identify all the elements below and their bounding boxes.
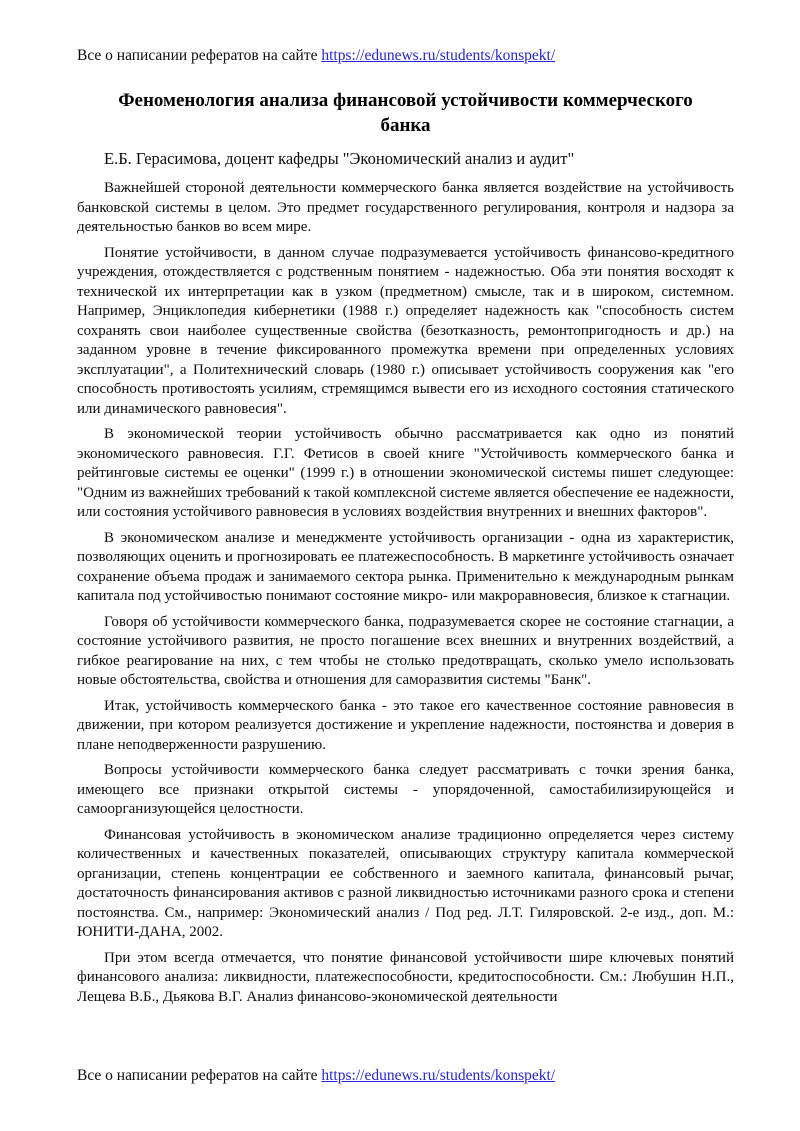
paragraph: Важнейшей стороной деятельности коммерческого банка является воздействие на устойчивость банковской системы в целом. Это предмет государственного регулирования, контроля и надзора за деятельностью банков во всем мире. — [77, 180, 734, 235]
page-title: Феноменология анализа финансовой устойчивости коммерческого банка — [118, 90, 693, 136]
paragraph: Итак, устойчивость коммерческого банка - это такое его качественное состояние равновесия в движении, при котором реализуется достижение и укрепление надежности, постоянства и доверия в плане неподверженности разрушению. — [77, 697, 734, 753]
footer-note — [0, 1066, 800, 1131]
header-note-link[interactable]: https://edunews.ru/students/konspekt/ — [321, 47, 556, 64]
footer-note-link[interactable]: https://edunews.ru/students/konspekt/ — [321, 1067, 556, 1084]
paragraph: Финансовая устойчивость в экономическом анализе традиционно определяется через систему количественных и качественных показателей, описывающих структуру капитала коммерческой организации, степень концентрации ее собственного и заемного капитала, финансовый рычаг, достаточность финансирования активов с разной ликвидностью источниками разного срока и степени постоянства. См., например: Экономический анализ / Под ред. Л.Т. Гиляровской. 2-е изд., доп. М.: ЮНИТИ-ДАНА, 2002. — [77, 826, 734, 940]
header-note — [77, 46, 734, 66]
article-body — [77, 84, 734, 1062]
footer-note-text: Все о написании рефератов на сайте — [77, 1067, 322, 1084]
paragraph: Говоря об устойчивости коммерческого банка, подразумевается скорее не состояние стагнации, а состояние устойчивого развития, не просто погашение всех внешних и внутренних воздействий, а гибкое реагирование на них, с тем чтобы не столько предотвращать, сколько умело использовать новые обстоятельства, свойства и отношения для саморазвития системы "Банк". — [77, 613, 734, 688]
paragraph: В экономическом анализе и менеджменте устойчивость организации - одна из характеристик, позволяющих оценить и прогнозировать ее платежеспособность. В маркетинге устойчивость означает сохранение объема продаж и занимаемого сектора рынка. Применительно к международным рынкам капитала под устойчивостью понимают состояние микро- или макроравновесия, близкое к стагнации. — [77, 529, 734, 604]
header-note-text: Все о написании рефератов на сайте — [77, 47, 322, 64]
paragraph: В экономической теории устойчивость обычно рассматривается как одно из понятий экономического равновесия. Г.Г. Фетисов в своей книге "Устойчивость коммерческого банка и рейтинговые системы ее оценки" (1999 г.) в отношении экономической системы пишет следующее: "Одним из важнейших требований к такой комплексной системе является обеспечение ее надежности, или состояния устойчивого равновесия в условиях воздействия внутренних и внешних факторов". — [77, 426, 734, 520]
paragraph: Понятие устойчивости, в данном случае подразумевается устойчивость финансово-кредитного учреждения, отождествляется с родственным понятием - надежностью. Оба эти понятия восходят к технической их интерпретации как в узком (предметном) смысле, так и в широком, системном. Например, Энциклопедия кибернетики (1988 г.) определяет надежность как "способность систем сохранять свои наиболее существенные свойства (безотказность, ремонтопригодность и др.) на заданном уровне в течение фиксированного промежутка времени при определенных условиях эксплуатации", а Политехнический словарь (1980 г.) описывает устойчивость сооружения как "его способность противостоять усилиям, стремящимся вывести его из исходного состояния статического или динамического равновесия". — [77, 244, 734, 417]
paragraph: При этом всегда отмечается, что понятие финансовой устойчивости шире ключевых понятий финансового анализа: ликвидности, платежеспособности, кредитоспособности. См.: Любушин Н.П., Лещева В.Б., Дьякова В.Г. Анализ финансово-экономической деятельности — [77, 949, 734, 1005]
author-line: Е.Б. Герасимова, доцент кафедры "Экономический анализ и аудит" — [104, 149, 575, 168]
paragraph: Вопросы устойчивости коммерческого банка следует рассматривать с точки зрения банка, имеющего все признаки открытой системы - упорядоченной, самостабилизирующейся и самоорганизующейся целостности. — [77, 762, 734, 817]
